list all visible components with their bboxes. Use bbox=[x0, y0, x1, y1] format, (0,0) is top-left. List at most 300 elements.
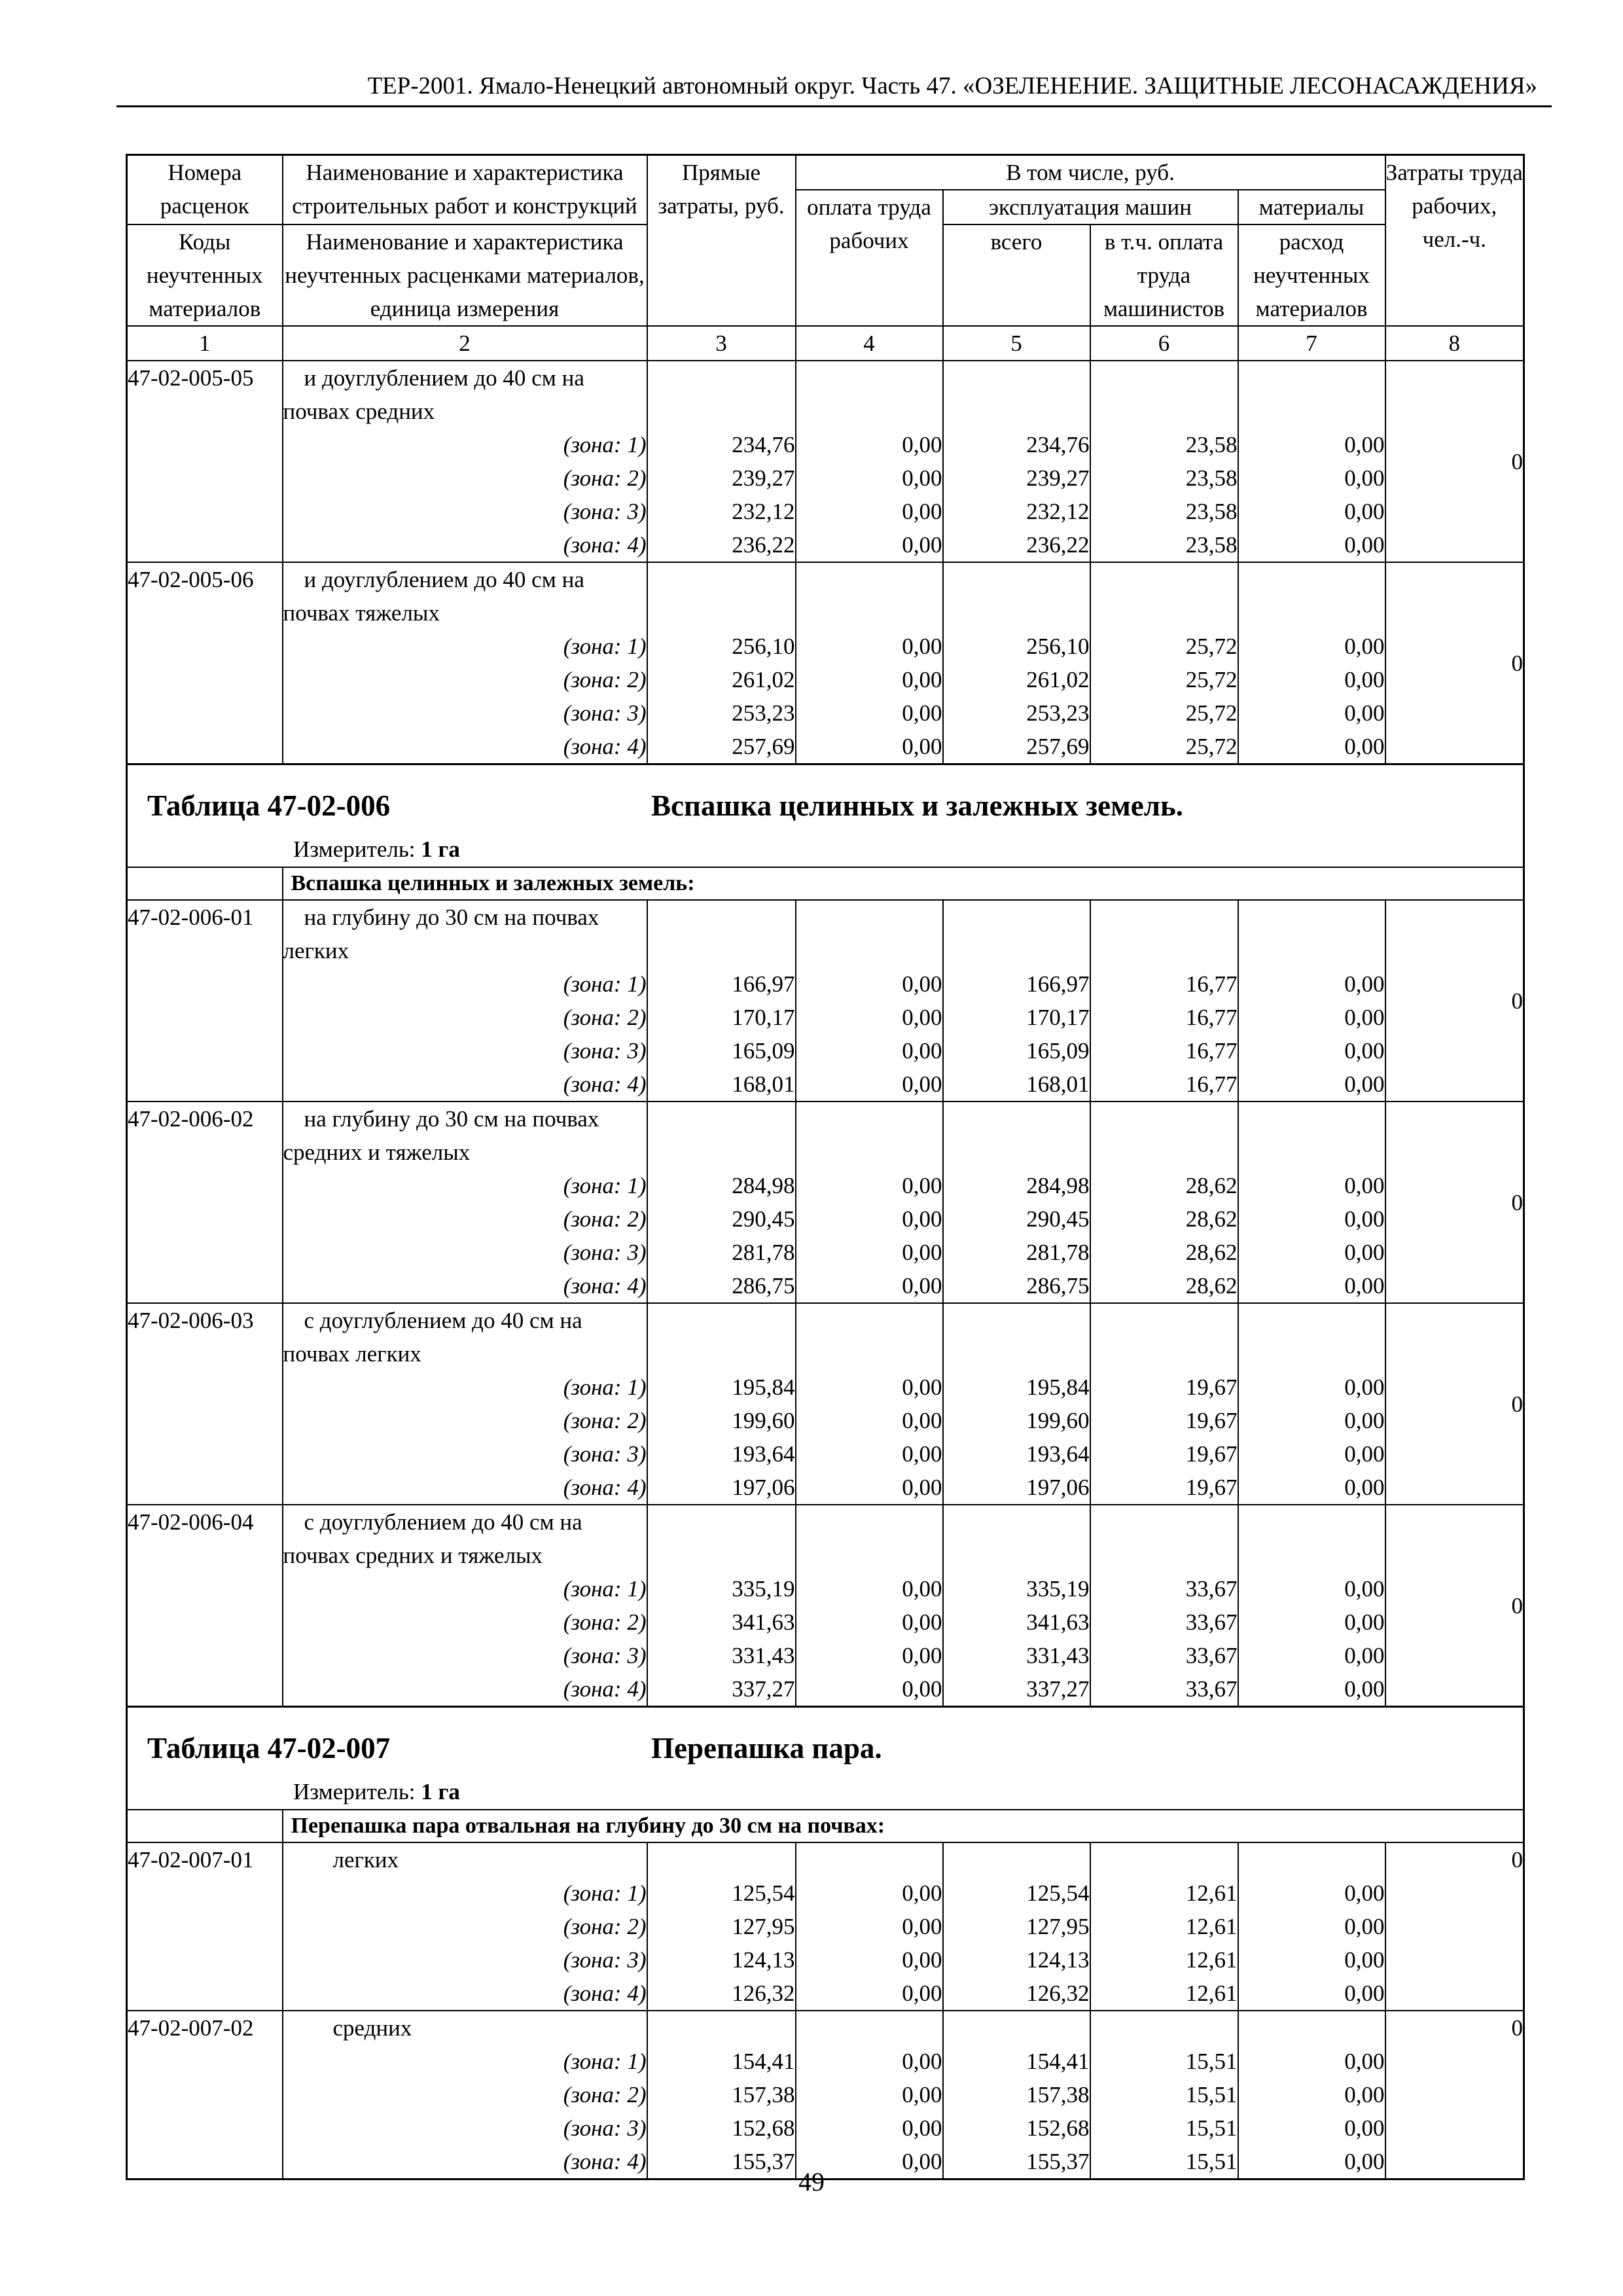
machinist-wage-value: 28,62 bbox=[1090, 1236, 1238, 1269]
zone-row bbox=[127, 967, 1524, 1001]
machinist-wage-value: 19,67 bbox=[1090, 1471, 1238, 1505]
direct-cost-value: 290,45 bbox=[647, 1202, 796, 1236]
zone-row bbox=[127, 1471, 1524, 1505]
empty-cell bbox=[1090, 1303, 1238, 1371]
machine-cost-value: 154,41 bbox=[943, 2045, 1090, 2078]
empty-cell bbox=[647, 1102, 796, 1169]
section-table-number: Таблица 47-02-006 bbox=[147, 789, 391, 822]
worker-wage-value: 0,00 bbox=[796, 1572, 943, 1605]
section-heading bbox=[128, 1708, 1523, 1809]
direct-cost-value: 261,02 bbox=[647, 663, 796, 696]
machinist-wage-value: 19,67 bbox=[1090, 1404, 1238, 1437]
empty-cell bbox=[943, 900, 1090, 967]
header-rate-number: Номера расценок bbox=[127, 155, 283, 225]
zone-label: (зона: 3) bbox=[283, 1437, 647, 1471]
rate-entry-row bbox=[127, 1303, 1524, 1371]
worker-wage-value: 0,00 bbox=[796, 2145, 943, 2179]
direct-cost-value: 193,64 bbox=[647, 1437, 796, 1471]
direct-cost-value: 239,27 bbox=[647, 461, 796, 495]
worker-wage-value: 0,00 bbox=[796, 1236, 943, 1269]
zone-row bbox=[127, 696, 1524, 730]
direct-cost-value: 337,27 bbox=[647, 1672, 796, 1707]
rate-description bbox=[283, 1505, 647, 1572]
empty-cell bbox=[943, 2011, 1090, 2045]
zone-label: (зона: 4) bbox=[283, 1977, 647, 2011]
machine-cost-value: 284,98 bbox=[943, 1169, 1090, 1202]
column-numbers-row bbox=[127, 326, 1524, 361]
header-material-codes: Коды неучтенных материалов bbox=[127, 224, 283, 326]
worker-wage-value: 0,00 bbox=[796, 428, 943, 461]
zone-label: (зона: 4) bbox=[283, 528, 647, 562]
direct-cost-value: 199,60 bbox=[647, 1404, 796, 1437]
machinist-wage-value: 23,58 bbox=[1090, 495, 1238, 528]
rate-description bbox=[283, 361, 647, 428]
rate-description bbox=[283, 562, 647, 630]
zone-row bbox=[127, 2111, 1524, 2145]
zone-row bbox=[127, 1977, 1524, 2011]
zone-label: (зона: 2) bbox=[283, 1202, 647, 1236]
empty-cell bbox=[796, 361, 943, 428]
rate-code: 47-02-007-02 bbox=[127, 2011, 283, 2179]
section-table-name: Перепашка пара. bbox=[651, 1732, 882, 1765]
empty-cell bbox=[1090, 361, 1238, 428]
group-code-cell bbox=[127, 1810, 283, 1842]
zone-label: (зона: 1) bbox=[283, 1572, 647, 1605]
machinist-wage-value: 16,77 bbox=[1090, 1034, 1238, 1067]
empty-cell bbox=[1238, 562, 1385, 630]
machinist-wage-value: 15,51 bbox=[1090, 2145, 1238, 2179]
direct-cost-value: 166,97 bbox=[647, 967, 796, 1001]
machinist-wage-value: 28,62 bbox=[1090, 1269, 1238, 1303]
zone-row bbox=[127, 663, 1524, 696]
direct-cost-value: 124,13 bbox=[647, 1943, 796, 1977]
header-labor-costs: Затраты труда рабочих, чел.-ч. bbox=[1385, 155, 1524, 327]
materials-value: 0,00 bbox=[1238, 528, 1385, 562]
zone-label: (зона: 2) bbox=[283, 1910, 647, 1943]
header-work-name: Наименование и характеристика строительных работ и конструкций bbox=[283, 155, 647, 225]
worker-wage-value: 0,00 bbox=[796, 1202, 943, 1236]
machine-cost-value: 253,23 bbox=[943, 696, 1090, 730]
materials-value: 0,00 bbox=[1238, 1437, 1385, 1471]
zone-label: (зона: 3) bbox=[283, 696, 647, 730]
empty-cell bbox=[796, 1505, 943, 1572]
zone-row bbox=[127, 495, 1524, 528]
machine-cost-value: 236,22 bbox=[943, 528, 1090, 562]
empty-cell bbox=[796, 900, 943, 967]
zone-row bbox=[127, 630, 1524, 663]
unit-value: 1 га bbox=[421, 1779, 460, 1804]
zone-row bbox=[127, 428, 1524, 461]
worker-wage-value: 0,00 bbox=[796, 2045, 943, 2078]
worker-wage-value: 0,00 bbox=[796, 630, 943, 663]
worker-wage-value: 0,00 bbox=[796, 1672, 943, 1707]
labor-costs-value: 0 bbox=[1385, 1505, 1524, 1707]
direct-cost-value: 170,17 bbox=[647, 1001, 796, 1034]
zone-row bbox=[127, 1371, 1524, 1404]
machinist-wage-value: 23,58 bbox=[1090, 528, 1238, 562]
zone-row bbox=[127, 1910, 1524, 1943]
worker-wage-value: 0,00 bbox=[796, 1404, 943, 1437]
rate-description-line: почвах средних и тяжелых bbox=[283, 1543, 543, 1568]
header-machinist-wages: в т.ч. оплата труда машинистов bbox=[1090, 224, 1238, 326]
materials-value: 0,00 bbox=[1238, 495, 1385, 528]
direct-cost-value: 335,19 bbox=[647, 1572, 796, 1605]
materials-value: 0,00 bbox=[1238, 1169, 1385, 1202]
materials-value: 0,00 bbox=[1238, 663, 1385, 696]
machine-cost-value: 168,01 bbox=[943, 1067, 1090, 1102]
machine-cost-value: 166,97 bbox=[943, 967, 1090, 1001]
empty-cell bbox=[647, 361, 796, 428]
materials-value: 0,00 bbox=[1238, 2145, 1385, 2179]
machine-cost-value: 195,84 bbox=[943, 1371, 1090, 1404]
labor-costs-value: 0 bbox=[1385, 900, 1524, 1102]
machine-cost-value: 286,75 bbox=[943, 1269, 1090, 1303]
rate-description-line: и доуглублением до 40 см на bbox=[304, 567, 584, 592]
rate-entry-row bbox=[127, 1102, 1524, 1169]
worker-wage-value: 0,00 bbox=[796, 1437, 943, 1471]
machine-cost-value: 341,63 bbox=[943, 1605, 1090, 1639]
group-heading-text: Перепашка пара отвальная на глубину до 30 см на почвах: bbox=[283, 1810, 1524, 1842]
table-section-heading bbox=[127, 764, 1524, 868]
machinist-wage-value: 28,62 bbox=[1090, 1169, 1238, 1202]
rate-description-line: и доуглублением до 40 см на bbox=[304, 365, 584, 391]
machinist-wage-value: 28,62 bbox=[1090, 1202, 1238, 1236]
empty-cell bbox=[796, 1303, 943, 1371]
header-direct-costs: Прямые затраты, руб. bbox=[647, 155, 796, 327]
rate-entry-row bbox=[127, 562, 1524, 630]
rate-description bbox=[283, 1303, 647, 1371]
rate-description bbox=[283, 900, 647, 967]
rate-entry-row bbox=[127, 1505, 1524, 1572]
worker-wage-value: 0,00 bbox=[796, 1001, 943, 1034]
materials-value: 0,00 bbox=[1238, 1639, 1385, 1672]
machine-cost-value: 257,69 bbox=[943, 730, 1090, 764]
materials-value: 0,00 bbox=[1238, 630, 1385, 663]
column-number: 3 bbox=[647, 326, 796, 361]
labor-costs-value: 0 bbox=[1385, 1102, 1524, 1303]
rate-description-line: с доуглублением до 40 см на bbox=[304, 1308, 582, 1333]
machine-cost-value: 290,45 bbox=[943, 1202, 1090, 1236]
unit-label: Измеритель: bbox=[293, 836, 416, 862]
worker-wage-value: 0,00 bbox=[796, 1034, 943, 1067]
section-heading bbox=[128, 765, 1523, 867]
machine-cost-value: 125,54 bbox=[943, 1876, 1090, 1910]
worker-wage-value: 0,00 bbox=[796, 730, 943, 764]
machine-cost-value: 261,02 bbox=[943, 663, 1090, 696]
rate-description-line: почвах тяжелых bbox=[283, 600, 440, 626]
machinist-wage-value: 23,58 bbox=[1090, 461, 1238, 495]
zone-label: (зона: 4) bbox=[283, 2145, 647, 2179]
machine-cost-value: 234,76 bbox=[943, 428, 1090, 461]
rate-description-line: на глубину до 30 см на почвах bbox=[304, 1106, 599, 1132]
machine-cost-value: 335,19 bbox=[943, 1572, 1090, 1605]
materials-value: 0,00 bbox=[1238, 1471, 1385, 1505]
rate-description-line: на глубину до 30 см на почвах bbox=[304, 905, 599, 930]
price-table-container bbox=[126, 154, 1523, 2180]
direct-cost-value: 127,95 bbox=[647, 1910, 796, 1943]
materials-value: 0,00 bbox=[1238, 696, 1385, 730]
header-machines: эксплуатация машин bbox=[943, 190, 1238, 224]
column-number: 8 bbox=[1385, 326, 1524, 361]
worker-wage-value: 0,00 bbox=[796, 967, 943, 1001]
machinist-wage-value: 16,77 bbox=[1090, 1001, 1238, 1034]
header-row-1 bbox=[127, 155, 1524, 190]
machinist-wage-value: 16,77 bbox=[1090, 967, 1238, 1001]
section-heading-cell bbox=[127, 764, 1524, 868]
section-table-name: Вспашка целинных и залежных земель. bbox=[651, 789, 1184, 822]
rate-description bbox=[283, 1842, 647, 1876]
materials-value: 0,00 bbox=[1238, 428, 1385, 461]
header-materials: материалы bbox=[1238, 190, 1385, 224]
empty-cell bbox=[943, 1505, 1090, 1572]
zone-row bbox=[127, 1943, 1524, 1977]
direct-cost-value: 253,23 bbox=[647, 696, 796, 730]
zone-row bbox=[127, 1876, 1524, 1910]
unit-value: 1 га bbox=[421, 836, 460, 862]
zone-label: (зона: 3) bbox=[283, 1034, 647, 1067]
rate-entry-row bbox=[127, 900, 1524, 967]
zone-label: (зона: 3) bbox=[283, 2111, 647, 2145]
labor-costs-value: 0 bbox=[1385, 562, 1524, 764]
zone-label: (зона: 2) bbox=[283, 2078, 647, 2111]
running-header-text: ТЕР-2001. Ямало-Ненецкий автономный округ. Часть 47. «ОЗЕЛЕНЕНИЕ. ЗАЩИТНЫЕ ЛЕСОНАСАЖДЕНИЯ» bbox=[367, 73, 1537, 99]
worker-wage-value: 0,00 bbox=[796, 1269, 943, 1303]
rate-description-line: средних и тяжелых bbox=[283, 1139, 471, 1165]
machinist-wage-value: 12,61 bbox=[1090, 1876, 1238, 1910]
zone-label: (зона: 2) bbox=[283, 1001, 647, 1034]
worker-wage-value: 0,00 bbox=[796, 696, 943, 730]
machinist-wage-value: 33,67 bbox=[1090, 1639, 1238, 1672]
materials-value: 0,00 bbox=[1238, 1605, 1385, 1639]
empty-cell bbox=[1238, 361, 1385, 428]
zone-label: (зона: 3) bbox=[283, 1639, 647, 1672]
machine-cost-value: 155,37 bbox=[943, 2145, 1090, 2179]
empty-cell bbox=[943, 1303, 1090, 1371]
direct-cost-value: 197,06 bbox=[647, 1471, 796, 1505]
header-material-names: Наименование и характеристика неучтенных расценками материалов, единица измерения bbox=[283, 224, 647, 326]
machine-cost-value: 127,95 bbox=[943, 1910, 1090, 1943]
column-number: 2 bbox=[283, 326, 647, 361]
machinist-wage-value: 25,72 bbox=[1090, 730, 1238, 764]
materials-value: 0,00 bbox=[1238, 1067, 1385, 1102]
direct-cost-value: 154,41 bbox=[647, 2045, 796, 2078]
worker-wage-value: 0,00 bbox=[796, 1371, 943, 1404]
direct-cost-value: 256,10 bbox=[647, 630, 796, 663]
empty-cell bbox=[1238, 1842, 1385, 1876]
direct-cost-value: 341,63 bbox=[647, 1605, 796, 1639]
header-machines-total: всего bbox=[943, 224, 1090, 326]
empty-cell bbox=[647, 2011, 796, 2045]
direct-cost-value: 155,37 bbox=[647, 2145, 796, 2179]
worker-wage-value: 0,00 bbox=[796, 461, 943, 495]
empty-cell bbox=[943, 562, 1090, 630]
worker-wage-value: 0,00 bbox=[796, 1876, 943, 1910]
table-body bbox=[127, 155, 1524, 2179]
materials-value: 0,00 bbox=[1238, 1236, 1385, 1269]
direct-cost-value: 168,01 bbox=[647, 1067, 796, 1102]
worker-wage-value: 0,00 bbox=[796, 1977, 943, 2011]
zone-row bbox=[127, 1001, 1524, 1034]
group-code-cell bbox=[127, 867, 283, 900]
machinist-wage-value: 15,51 bbox=[1090, 2045, 1238, 2078]
worker-wage-value: 0,00 bbox=[796, 663, 943, 696]
direct-cost-value: 331,43 bbox=[647, 1639, 796, 1672]
machine-cost-value: 256,10 bbox=[943, 630, 1090, 663]
worker-wage-value: 0,00 bbox=[796, 528, 943, 562]
machinist-wage-value: 16,77 bbox=[1090, 1067, 1238, 1102]
zone-row bbox=[127, 1639, 1524, 1672]
section-heading-cell bbox=[127, 1707, 1524, 1810]
zone-row bbox=[127, 461, 1524, 495]
machine-cost-value: 199,60 bbox=[943, 1404, 1090, 1437]
machine-cost-value: 197,06 bbox=[943, 1471, 1090, 1505]
zone-label: (зона: 3) bbox=[283, 1943, 647, 1977]
zone-row bbox=[127, 1034, 1524, 1067]
zone-row bbox=[127, 1202, 1524, 1236]
zone-label: (зона: 1) bbox=[283, 428, 647, 461]
zone-label: (зона: 2) bbox=[283, 461, 647, 495]
direct-cost-value: 286,75 bbox=[647, 1269, 796, 1303]
group-heading-row bbox=[127, 1810, 1524, 1842]
unit-label: Измеритель: bbox=[293, 1779, 416, 1804]
machine-cost-value: 331,43 bbox=[943, 1639, 1090, 1672]
running-header bbox=[116, 69, 1552, 107]
zone-row bbox=[127, 1572, 1524, 1605]
machine-cost-value: 239,27 bbox=[943, 461, 1090, 495]
zone-row bbox=[127, 1169, 1524, 1202]
machinist-wage-value: 12,61 bbox=[1090, 1943, 1238, 1977]
empty-cell bbox=[1090, 1102, 1238, 1169]
machinist-wage-value: 25,72 bbox=[1090, 696, 1238, 730]
zone-label: (зона: 3) bbox=[283, 1236, 647, 1269]
zone-row bbox=[127, 1605, 1524, 1639]
rate-description bbox=[283, 2011, 647, 2045]
machinist-wage-value: 25,72 bbox=[1090, 630, 1238, 663]
empty-cell bbox=[647, 1303, 796, 1371]
empty-cell bbox=[647, 1505, 796, 1572]
rate-entry-row bbox=[127, 361, 1524, 428]
worker-wage-value: 0,00 bbox=[796, 1067, 943, 1102]
machinist-wage-value: 19,67 bbox=[1090, 1437, 1238, 1471]
materials-value: 0,00 bbox=[1238, 1202, 1385, 1236]
empty-cell bbox=[647, 562, 796, 630]
materials-value: 0,00 bbox=[1238, 2045, 1385, 2078]
machinist-wage-value: 15,51 bbox=[1090, 2078, 1238, 2111]
machinist-wage-value: 12,61 bbox=[1090, 1977, 1238, 2011]
section-table-number: Таблица 47-02-007 bbox=[147, 1732, 391, 1765]
materials-value: 0,00 bbox=[1238, 1034, 1385, 1067]
empty-cell bbox=[1238, 900, 1385, 967]
zone-label: (зона: 4) bbox=[283, 1672, 647, 1707]
direct-cost-value: 195,84 bbox=[647, 1371, 796, 1404]
machinist-wage-value: 15,51 bbox=[1090, 2111, 1238, 2145]
rate-code: 47-02-006-04 bbox=[127, 1505, 283, 1707]
group-heading-text: Вспашка целинных и залежных земель: bbox=[283, 867, 1524, 900]
rate-description-line: почвах средних bbox=[283, 399, 435, 424]
worker-wage-value: 0,00 bbox=[796, 1605, 943, 1639]
machinist-wage-value: 25,72 bbox=[1090, 663, 1238, 696]
empty-cell bbox=[1238, 1102, 1385, 1169]
rate-description bbox=[283, 1102, 647, 1169]
empty-cell bbox=[943, 361, 1090, 428]
zone-label: (зона: 2) bbox=[283, 1605, 647, 1639]
rate-code: 47-02-006-01 bbox=[127, 900, 283, 1102]
rate-code: 47-02-006-02 bbox=[127, 1102, 283, 1303]
direct-cost-value: 157,38 bbox=[647, 2078, 796, 2111]
materials-value: 0,00 bbox=[1238, 2111, 1385, 2145]
header-wages: оплата труда рабочих bbox=[796, 190, 943, 326]
machine-cost-value: 193,64 bbox=[943, 1437, 1090, 1471]
zone-label: (зона: 1) bbox=[283, 1371, 647, 1404]
direct-cost-value: 281,78 bbox=[647, 1236, 796, 1269]
machine-cost-value: 337,27 bbox=[943, 1672, 1090, 1707]
zone-row bbox=[127, 1067, 1524, 1102]
zone-label: (зона: 4) bbox=[283, 1471, 647, 1505]
labor-costs-value: 0 bbox=[1385, 1303, 1524, 1505]
worker-wage-value: 0,00 bbox=[796, 2111, 943, 2145]
materials-value: 0,00 bbox=[1238, 967, 1385, 1001]
machinist-wage-value: 33,67 bbox=[1090, 1605, 1238, 1639]
direct-cost-value: 234,76 bbox=[647, 428, 796, 461]
empty-cell bbox=[796, 2011, 943, 2045]
column-number: 6 bbox=[1090, 326, 1238, 361]
worker-wage-value: 0,00 bbox=[796, 1169, 943, 1202]
zone-row bbox=[127, 528, 1524, 562]
zone-row bbox=[127, 2078, 1524, 2111]
machine-cost-value: 281,78 bbox=[943, 1236, 1090, 1269]
empty-cell bbox=[647, 900, 796, 967]
worker-wage-value: 0,00 bbox=[796, 1471, 943, 1505]
empty-cell bbox=[796, 562, 943, 630]
zone-row bbox=[127, 2045, 1524, 2078]
zone-label: (зона: 2) bbox=[283, 1404, 647, 1437]
zone-row bbox=[127, 1437, 1524, 1471]
zone-row bbox=[127, 1672, 1524, 1707]
empty-cell bbox=[647, 1842, 796, 1876]
zone-row bbox=[127, 730, 1524, 764]
materials-value: 0,00 bbox=[1238, 730, 1385, 764]
empty-cell bbox=[1090, 900, 1238, 967]
zone-label: (зона: 1) bbox=[283, 1876, 647, 1910]
machine-cost-value: 157,38 bbox=[943, 2078, 1090, 2111]
machinist-wage-value: 33,67 bbox=[1090, 1672, 1238, 1707]
materials-value: 0,00 bbox=[1238, 1910, 1385, 1943]
empty-cell bbox=[1090, 1842, 1238, 1876]
rate-code: 47-02-005-06 bbox=[127, 562, 283, 764]
group-heading-row bbox=[127, 867, 1524, 900]
machinist-wage-value: 19,67 bbox=[1090, 1371, 1238, 1404]
worker-wage-value: 0,00 bbox=[796, 1943, 943, 1977]
machine-cost-value: 124,13 bbox=[943, 1943, 1090, 1977]
materials-value: 0,00 bbox=[1238, 1371, 1385, 1404]
rate-code: 47-02-006-03 bbox=[127, 1303, 283, 1505]
zone-row bbox=[127, 1404, 1524, 1437]
table-section-heading bbox=[127, 1707, 1524, 1810]
rate-code: 47-02-007-01 bbox=[127, 1842, 283, 2011]
rate-description-line: средних bbox=[332, 2015, 412, 2041]
empty-cell bbox=[1090, 562, 1238, 630]
price-table bbox=[126, 154, 1525, 2180]
column-number: 5 bbox=[943, 326, 1090, 361]
empty-cell bbox=[1238, 1505, 1385, 1572]
empty-cell bbox=[1238, 2011, 1385, 2045]
empty-cell bbox=[943, 1842, 1090, 1876]
materials-value: 0,00 bbox=[1238, 2078, 1385, 2111]
machinist-wage-value: 23,58 bbox=[1090, 428, 1238, 461]
rate-description-line: легких bbox=[332, 1847, 399, 1873]
header-including: В том числе, руб. bbox=[796, 155, 1385, 190]
worker-wage-value: 0,00 bbox=[796, 1639, 943, 1672]
